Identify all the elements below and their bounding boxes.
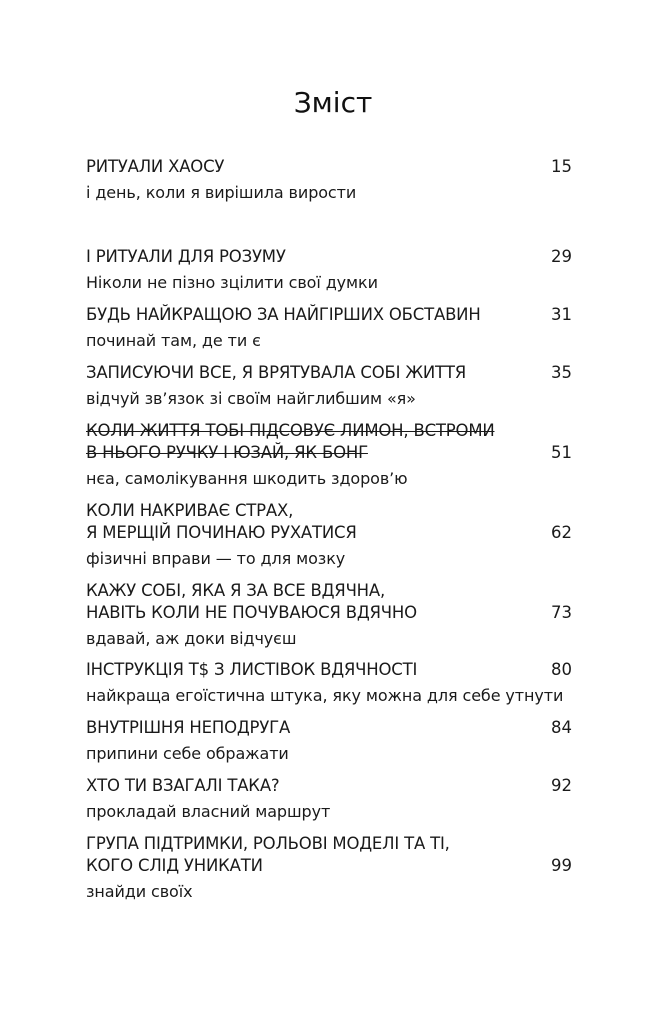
toc-page-number: 80 bbox=[551, 660, 572, 679]
toc-entry-heading: ВНУТРІШНЯ НЕПОДРУГА bbox=[86, 718, 291, 737]
toc-entry[interactable] bbox=[86, 833, 572, 903]
toc-entry-heading: ЗАПИСУЮЧИ ВСЕ, Я ВРЯТУВАЛА СОБІ ЖИТТЯ bbox=[86, 363, 467, 382]
toc-page-number: 92 bbox=[551, 776, 572, 795]
toc-entry-heading-line-2: НАВІТЬ КОЛИ НЕ ПОЧУВАЮСЯ ВДЯЧНО bbox=[86, 603, 417, 622]
toc-entry-subtitle: відчуй зв’язок зі своїм найглибшим «я» bbox=[86, 389, 416, 408]
toc-entry-subtitle: Ніколи не пізно зцілити свої думки bbox=[86, 273, 378, 292]
toc-entry-heading-line-2: В НЬОГО РУЧКУ І ЮЗАЙ, ЯК БОНГ bbox=[86, 443, 368, 462]
toc-page-number: 31 bbox=[551, 305, 572, 324]
toc-entry[interactable] bbox=[86, 420, 572, 490]
toc-entry[interactable] bbox=[86, 659, 572, 707]
toc-entry[interactable] bbox=[86, 362, 572, 410]
toc-entry-subtitle: починай там, де ти є bbox=[86, 331, 261, 350]
toc-entry[interactable] bbox=[86, 246, 572, 294]
toc-page-number: 35 bbox=[551, 363, 572, 382]
toc-page-number: 15 bbox=[551, 157, 572, 176]
toc-entry-heading: ІНСТРУКЦІЯ T$ З ЛИСТІВОК ВДЯЧНОСТІ bbox=[86, 660, 418, 679]
toc-entry-heading-line-2: Я МЕРЩІЙ ПОЧИНАЮ РУХАТИСЯ bbox=[86, 523, 357, 542]
toc-entry-heading-line-1: КАЖУ СОБІ, ЯКА Я ЗА ВСЕ ВДЯЧНА, bbox=[86, 581, 386, 600]
toc-page-number: 29 bbox=[551, 247, 572, 266]
toc-entry-subtitle: фізичні вправи — то для мозку bbox=[86, 549, 346, 568]
toc-entry-subtitle: вдавай, аж доки відчуєш bbox=[86, 629, 297, 648]
toc-page-number: 73 bbox=[551, 603, 572, 622]
toc-entry-subtitle: найкраща егоїстична штука, яку можна для себе утнути bbox=[86, 686, 564, 705]
toc-entry-heading: БУДЬ НАЙКРАЩОЮ ЗА НАЙГІРШИХ ОБСТАВИН bbox=[86, 305, 481, 324]
toc-entry[interactable] bbox=[86, 775, 572, 823]
toc-entry-subtitle: прокладай власний маршрут bbox=[86, 802, 331, 821]
toc-entry[interactable] bbox=[86, 304, 572, 352]
toc-entry-subtitle: і день, коли я вирішила вирости bbox=[86, 183, 357, 202]
toc-entry-heading: І РИТУАЛИ ДЛЯ РОЗУМУ bbox=[86, 247, 286, 266]
toc-entry[interactable] bbox=[86, 580, 572, 650]
toc-entry[interactable] bbox=[86, 156, 572, 204]
toc-entry-heading-line-2: КОГО СЛІД УНИКАТИ bbox=[86, 856, 263, 875]
toc-entry-heading-line-1: КОЛИ НАКРИВАЄ СТРАХ, bbox=[86, 501, 294, 520]
toc-entry-heading: РИТУАЛИ ХАОСУ bbox=[86, 157, 225, 176]
toc-page-number: 62 bbox=[551, 523, 572, 542]
page-title: Зміст bbox=[293, 86, 373, 119]
toc-entry[interactable] bbox=[86, 717, 572, 765]
toc-entry-heading: ХТО ТИ ВЗАГАЛІ ТАКА? bbox=[86, 776, 280, 795]
toc-entry-subtitle: припини себе ображати bbox=[86, 744, 289, 763]
toc-page-number: 99 bbox=[551, 856, 572, 875]
toc-entry-subtitle: знайди своїх bbox=[86, 882, 193, 901]
toc-entry-subtitle: нєа, самолікування шкодить здоров’ю bbox=[86, 469, 408, 488]
toc-page-number: 51 bbox=[551, 443, 572, 462]
toc-entry-heading-line-1: ГРУПА ПІДТРИМКИ, РОЛЬОВІ МОДЕЛІ ТА ТІ, bbox=[86, 834, 450, 853]
toc-entry-heading-line-1: КОЛИ ЖИТТЯ ТОБІ ПІДСОВУЄ ЛИМОН, ВСТРОМИ bbox=[86, 421, 495, 440]
toc-page-number: 84 bbox=[551, 718, 572, 737]
toc-entry[interactable] bbox=[86, 500, 572, 570]
